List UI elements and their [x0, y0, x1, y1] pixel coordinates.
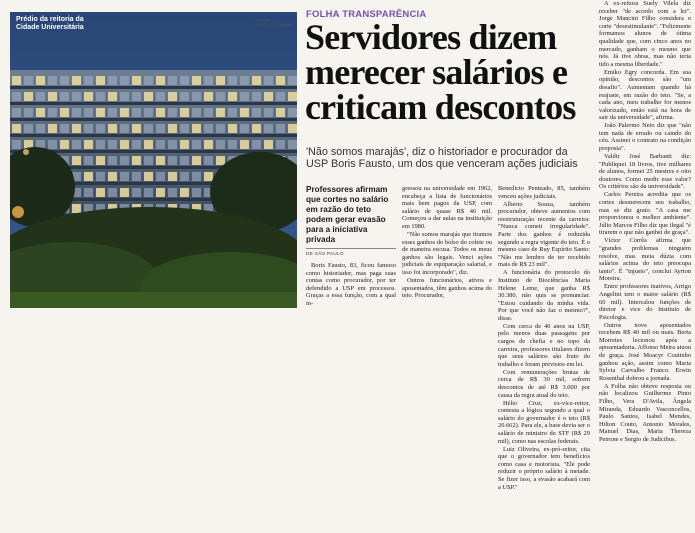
building-window [228, 108, 237, 117]
building-window [204, 124, 213, 133]
building-window [168, 140, 177, 149]
building-window [36, 124, 45, 133]
building-window [252, 76, 261, 85]
building-window [168, 108, 177, 117]
building-window [48, 140, 57, 149]
deck-subheadline: 'Não somos marajás', diz o historiador e procurador da USP Boris Fausto, um dos que venceram ações judiciais [306, 146, 578, 170]
building-window [204, 76, 213, 85]
building-window [264, 108, 273, 117]
headline: Servidores dizem merecer salários e criticam descontos [305, 17, 576, 127]
building-window [168, 92, 177, 101]
building-window [132, 156, 141, 165]
building-window [276, 140, 285, 149]
photo-credit: Lalo de Almeida/Folhapress [256, 17, 292, 27]
paragraph: Com remunerações brutas de cerca de R$ 30 mil, sofrem descontos de até R$ 3.000 por causa da regra atual do teto. [498, 368, 590, 399]
floor-slab [10, 118, 297, 121]
building-window [288, 124, 297, 133]
building-window [192, 92, 201, 101]
building-window [192, 76, 201, 85]
building-window [180, 124, 189, 133]
paragraph: Carlos Pereira acredita que os cortes desmerecem seu trabalho, mas se diz grato. "A casa me proporcionou o melhor ambiente". Júlio Marcos Filho diz que ilegal "é tirarem o que não ganhei de graça". [599, 191, 691, 237]
building-window [48, 92, 57, 101]
building-window [216, 92, 225, 101]
building-window [180, 108, 189, 117]
building-window [108, 92, 117, 101]
dateline: DE SÃO PAULO [306, 252, 344, 257]
building-window [132, 140, 141, 149]
building-window [180, 172, 189, 181]
building-window [192, 172, 201, 181]
building-window [216, 156, 225, 165]
building-window [72, 204, 81, 213]
building-window [84, 172, 93, 181]
paragraph: A funcionária do protocolo do Instituto de Biociências Maria Helene Leme, que ganha R$ 30.380, não quis se pronunciar. "Estou cuidando da minha vida. Por que você não faz o mesmo?", disse. [498, 269, 590, 322]
building-window [276, 124, 285, 133]
building-window [84, 156, 93, 165]
building-window [192, 188, 201, 197]
building-window [276, 92, 285, 101]
building-window [264, 76, 273, 85]
building-window [120, 140, 129, 149]
building-window [96, 76, 105, 85]
building-window [132, 76, 141, 85]
floor-slab [10, 134, 297, 137]
building-illustration [10, 12, 297, 308]
pull-quote: Professores afirmam que cortes no salário em razão do teto podem gerar evasão para a iniciativa privada [306, 185, 389, 244]
building-window [204, 172, 213, 181]
paragraph: gressou na universidade em 1962, encabeça a lista de funcionários mais bem pagos da USP, com salário de quase R$ 46 mil. Começou a dar aulas na instituição em 1980. [402, 185, 492, 230]
building-window [60, 140, 69, 149]
building-window [204, 92, 213, 101]
building-window [240, 124, 249, 133]
building-window [144, 140, 153, 149]
building-window [120, 108, 129, 117]
building-window [24, 76, 33, 85]
building-window [108, 188, 117, 197]
building-window [180, 76, 189, 85]
paragraph: Emiko Egry concorda. Em sua opinião, descontos são "um desafio". Aumentam quando há reajuste, em razão do teto. "Se, a cada ano, meu trabalho for menos valorizado, então está na hora de sair da universidade", afirma. [599, 68, 691, 122]
body-column-2 [402, 185, 492, 300]
building-window [204, 108, 213, 117]
building-window [144, 156, 153, 165]
building-window [96, 156, 105, 165]
building-window [180, 156, 189, 165]
building-window [120, 188, 129, 197]
building-window [12, 124, 21, 133]
building-window [216, 108, 225, 117]
building-window [168, 188, 177, 197]
building-window [60, 124, 69, 133]
building-window [168, 156, 177, 165]
building-window [132, 172, 141, 181]
building-window [24, 92, 33, 101]
paragraph: Valdir José Barbanti diz: "Publiquei 18 livros, tive milhares de alunos, formei 25 mestres e oito doutores. Como medir esse valor? Os critérios são da universidade". [599, 153, 691, 191]
building-window [36, 92, 45, 101]
building-window [192, 140, 201, 149]
building-window [204, 140, 213, 149]
paragraph: Outros funcionários, ativos e aposentados, têm ganhos acima do teto. Procurador, [402, 276, 492, 300]
building-window [216, 76, 225, 85]
reitoria-building-photo [10, 12, 297, 308]
floor-slab [10, 86, 297, 89]
building-window [108, 124, 117, 133]
building-window [144, 188, 153, 197]
building-window [84, 76, 93, 85]
building-window [216, 124, 225, 133]
building-window [156, 124, 165, 133]
building-window [12, 140, 21, 149]
paragraph: A ex-reitora Suely Vilela diz receber "de acordo com a lei". Jorge Mancini Filho considera o corte "desestimulante". "Felizmente formamos alunos de ótima qualidade que, com cinco anos no mercado, ganham o mesmo que nós. Já tive obras, mas não teria tido a mesma liberdade." [599, 0, 691, 68]
building-window [108, 140, 117, 149]
building-window [252, 92, 261, 101]
paragraph: Entre professores inativos, Arrigo Angelini tem o maior salário (R$ 60 mil). Intercalou funções de diretor e vice do Instituto de Psicologia. [599, 283, 691, 321]
building-window [132, 108, 141, 117]
paragraph: Benedicto Penteado, 85, também venceu ações judiciais. [498, 185, 590, 200]
building-window [96, 172, 105, 181]
building-window [144, 92, 153, 101]
section-kicker: FOLHA TRANSPARÊNCIA [306, 9, 427, 20]
building-window [204, 156, 213, 165]
building-window [84, 140, 93, 149]
building-window [48, 76, 57, 85]
building-window [120, 92, 129, 101]
building-window [108, 156, 117, 165]
building-window [36, 76, 45, 85]
building-window [228, 124, 237, 133]
building-window [72, 92, 81, 101]
building-window [84, 188, 93, 197]
building-window [240, 76, 249, 85]
building-window [72, 124, 81, 133]
building-window [144, 124, 153, 133]
building-window [108, 108, 117, 117]
building-window [168, 76, 177, 85]
building-window [24, 124, 33, 133]
building-window [264, 140, 273, 149]
paragraph: Alberto Souza, também procurador, obteve aumentos com reestruturação recente da carreira: "Nunca cometi irregularidade". Parte dos ganhos é reduzida segundo a regra vigente do teto. É o mesmo caso de Ruy Espírito Santo: "Não me lembro de ter recebido mais de R$ 23 mil". [498, 200, 590, 269]
paragraph: Luiz Oliveira, ex-pró-reitor, cita que o governador tem benefícios como casa e motorista. "Ele pode reduzir o próprio salário à metade. Se fizer isso, a evasão acabará com a USP." [498, 445, 590, 491]
paragraph: Boris Fausto, 83, ficou famoso como historiador, mas paga suas contas como procurador, por ter defendido a USP em processos. Graças a essa função, com a qual in- [306, 262, 396, 307]
paragraph: Hélio Cruz, ex-vice-reitor, contesta a lógica segundo a qual o salário do governador é o teto (R$ 20.662). Para ele, a base devia ser o salário de ministro do STF (R$ 29 mil), como nas escolas federais. [498, 399, 590, 445]
building-window [276, 108, 285, 117]
building-window [12, 76, 21, 85]
building-window [240, 92, 249, 101]
building-window [228, 92, 237, 101]
building-window [168, 124, 177, 133]
body-column-3 [498, 185, 590, 531]
building-window [84, 92, 93, 101]
building-window [36, 108, 45, 117]
paragraph: Com cerca de 40 anos na USP, pelo menos duas passagens por cargos de chefia e no topo da carreira, professores titulares dizem que seus salários são fruto do trabalho e foram previstos em lei. [498, 322, 590, 368]
building-window [72, 76, 81, 85]
building-window [288, 92, 297, 101]
building-window [120, 156, 129, 165]
building-window [276, 76, 285, 85]
paragraph: A Folha não obteve resposta ou não localizou Guilherme Pinto Filho, Vera D'Avila, Ângela Miranda, Eduardo Vasconcellos, Paulo Santos, Isabel Mendes, Hilton Couto, Antonio Morales, Manuel Dias, Maria Thereza Petrone e Sergio de Judicibus. [599, 382, 691, 443]
building-window [156, 108, 165, 117]
building-window [240, 108, 249, 117]
building-window [120, 172, 129, 181]
building-window [180, 140, 189, 149]
building-window [60, 92, 69, 101]
building-window [132, 92, 141, 101]
building-window [228, 140, 237, 149]
building-window [48, 124, 57, 133]
building-window [12, 108, 21, 117]
body-column-1 [306, 262, 396, 308]
building-window [24, 108, 33, 117]
building-window [264, 124, 273, 133]
body-column-4 [599, 0, 691, 533]
building-window [72, 108, 81, 117]
building-window [96, 92, 105, 101]
paragraph: Outros nove aposentados recebem R$ 40 mil ou mais. Berta Morretes lecionou após a aposentadoria. Affonso Meira atuou de graça. José Moacyr Coutinho ganhou ação, assim como Maria Sylvia Carvalho Franco. Erwin Rosenthal dobrou a jornada. [599, 321, 691, 382]
building-window [156, 172, 165, 181]
building-window [156, 140, 165, 149]
building-window [156, 92, 165, 101]
building-window [48, 108, 57, 117]
building-window [156, 76, 165, 85]
building-window [84, 108, 93, 117]
paragraph: "Não somos marajás que tiramos esses ganhos do bolso do colete ou de maneira escusa. Todos os meus ganhos são legais. Venci ações judiciais de equiparação salarial, e isso foi incorporado", diz. [402, 230, 492, 276]
building-window [156, 156, 165, 165]
building-window [192, 108, 201, 117]
building-window [144, 76, 153, 85]
building-window [84, 124, 93, 133]
building-window [288, 140, 297, 149]
building-window [168, 172, 177, 181]
paragraph: João Palermo Neto diz que "não tem nada de errado ou caindo do céu. Assinei o contrato na condição proposta". [599, 122, 691, 153]
building-window [192, 124, 201, 133]
building-window [144, 172, 153, 181]
building-window [96, 140, 105, 149]
building-window [144, 108, 153, 117]
building-window [216, 140, 225, 149]
building-window [108, 172, 117, 181]
building-window [288, 108, 297, 117]
building-window [180, 92, 189, 101]
building-window [12, 92, 21, 101]
building-window [180, 188, 189, 197]
building-window [72, 156, 81, 165]
building-window [108, 76, 117, 85]
building-window [96, 124, 105, 133]
building-window [132, 188, 141, 197]
building-window [60, 76, 69, 85]
building-window [252, 124, 261, 133]
floor-slab [10, 102, 297, 105]
building-window [120, 76, 129, 85]
building-window [192, 156, 201, 165]
building-window [132, 124, 141, 133]
building-window [96, 108, 105, 117]
paragraph: Víctor Corrêa afirma que "grandes problemas ninguém resolve, mas meia dúzia com salários acima do teto preocupa tanto". É "injusto", conclui Ayrton Moreira. [599, 237, 691, 283]
dateline-divider [306, 248, 396, 249]
building-window [60, 108, 69, 117]
building-window [96, 188, 105, 197]
building-window [252, 108, 261, 117]
building-window [156, 188, 165, 197]
building-window [120, 124, 129, 133]
building-window [72, 140, 81, 149]
building-window [252, 140, 261, 149]
building-window [264, 92, 273, 101]
photo-caption: Prédio da reitoria da Cidade Universitária [16, 16, 84, 31]
building-window [240, 140, 249, 149]
building-window [228, 76, 237, 85]
building-window [288, 76, 297, 85]
